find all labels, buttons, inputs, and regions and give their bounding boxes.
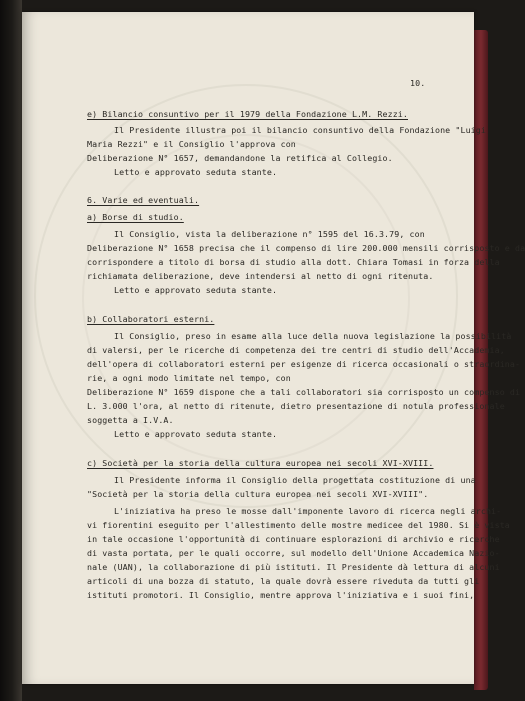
paragraph-line: nale (UAN), la collaborazione di più istituti. Il Presidente dà lettura di alcuni [87,562,500,572]
seal-watermark-inner [82,134,410,462]
paragraph-line: L. 3.000 l'ora, al netto di ritenute, dietro presentazione di notula professionale [87,401,505,411]
section-e-heading: e) Bilancio consuntivo per il 1979 della Fondazione L.M. Rezzi. [87,109,408,119]
paragraph-line: Letto e approvato seduta stante. [114,429,278,439]
paragraph-line: "Società per la storia della cultura europea nei secoli XVI-XVIII". [87,489,429,499]
paragraph-line: Il Presidente illustra poi il bilancio consuntivo della Fondazione "Luigi [114,125,486,135]
paragraph-line: corrispondere a titolo di borsa di studio alla dott. Chiara Tomasi in forza della [87,257,500,267]
subsection-a-heading: a) Borse di studio. [87,212,184,222]
paragraph-line: di vasta portata, per le quali occorre, sul modello dell'Unione Accademica Nazio- [87,548,500,558]
paragraph-line: Letto e approvato seduta stante. [114,167,278,177]
book-binding [0,0,22,701]
paragraph-line: Deliberazione N° 1658 precisa che il compenso di lire 200.000 mensili corrisposto e da [87,243,525,253]
paragraph-line: L'iniziativa ha preso le mosse dall'imponente lavoro di ricerca negli archi- [114,506,502,516]
paragraph-line: di valersi, per le ricerche di competenza dei tre centri di studio dell'Accademia, [87,345,505,355]
paragraph-line: richiamata deliberazione, deve intendersi al netto di ogni ritenuta. [87,271,434,281]
subsection-c-heading: c) Società per la storia della cultura europea nei secoli XVI-XVIII. [87,458,434,468]
paragraph-line: Deliberazione N° 1659 dispone che a tali collaboratori sia corrisposto un compenso di [87,387,521,397]
paragraph-line: Maria Rezzi" e il Consiglio l'approva con [87,139,296,149]
paragraph-line: Letto e approvato seduta stante. [114,285,278,295]
paragraph-line: vi fiorentini eseguito per l'allestimento delle mostre medicee del 1980. Si è vista [87,520,510,530]
paragraph-line: articoli di una bozza di statuto, la quale dovrà essere riveduta da tutti gli [87,576,480,586]
paragraph-line: Deliberazione N° 1657, demandandone la retifica al Collegio. [87,153,393,163]
paragraph-line: Il Consiglio, vista la deliberazione n° 1595 del 16.3.79, con [114,229,425,239]
document-page [22,12,525,684]
paragraph-line: in tale occasione l'opportunità di continuare esplorazioni di archivio e ricerche [87,534,500,544]
paragraph-line: istituti promotori. Il Consiglio, mentre approva l'iniziativa e i suoi fini, [87,590,475,600]
paragraph-line: soggetta a I.V.A. [87,415,174,425]
section-6-heading: 6. Varie ed eventuali. [87,195,200,205]
paragraph-line: Il Presidente informa il Consiglio della progettata costituzione di una [114,475,476,485]
page-number: 10. [410,78,426,88]
subsection-b-heading: b) Collaboratori esterni. [87,314,215,324]
paragraph-line: dell'opera di collaboratori esterni per esigenze di ricerca occasionali o straordina- [87,359,521,369]
paragraph-line: Il Consiglio, preso in esame alla luce della nuova legislazione la possibilità [114,331,512,341]
paragraph-line: rie, a ogni modo limitate nel tempo, con [87,373,291,383]
